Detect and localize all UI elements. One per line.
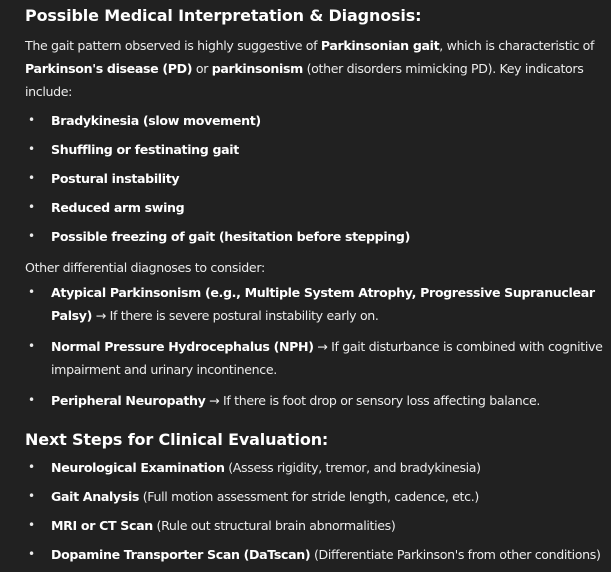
bullet-icon: •	[28, 171, 35, 185]
list-item: • Shuffling or festinating gait	[25, 138, 609, 161]
differential-list	[25, 281, 609, 412]
bullet-icon: •	[28, 547, 35, 561]
list-item: • Possible freezing of gait (hesitation before stepping)	[25, 225, 609, 248]
bullet-icon: •	[28, 200, 35, 214]
chat-response	[25, 6, 609, 572]
bullet-icon: •	[28, 285, 35, 299]
list-item: • MRI or CT Scan (Rule out structural brain abnormalities)	[25, 514, 609, 537]
list-item: • Peripheral Neuropathy → If there is foot drop or sensory loss affecting balance.	[25, 389, 609, 412]
section-heading-next-steps: Next Steps for Clinical Evaluation:	[25, 430, 329, 449]
section-heading-diagnosis: Possible Medical Interpretation & Diagnosis:	[25, 6, 422, 25]
bullet-icon: •	[28, 113, 35, 127]
list-item: • Gait Analysis (Full motion assessment for stride length, cadence, etc.)	[25, 485, 609, 508]
bullet-icon: •	[28, 339, 35, 353]
bold-term: Parkinsonian gait	[320, 38, 440, 53]
differential-intro: Other differential diagnoses to consider:	[25, 260, 265, 275]
bold-term: parkinsonism	[211, 61, 303, 76]
bullet-icon: •	[28, 229, 35, 243]
indicator-list	[25, 109, 609, 248]
bullet-icon: •	[28, 142, 35, 156]
list-item: • Reduced arm swing	[25, 196, 609, 219]
bullet-icon: •	[28, 393, 35, 407]
list-item: • Normal Pressure Hydrocephalus (NPH) → If gait disturbance is combined with cognitive impairment and urinary incontinence.	[25, 335, 609, 381]
bullet-icon: •	[28, 460, 35, 474]
list-item: • Bradykinesia (slow movement)	[25, 109, 609, 132]
list-item: • Neurological Examination (Assess rigidity, tremor, and bradykinesia)	[25, 456, 609, 479]
next-steps-list	[25, 456, 609, 566]
bold-term: Parkinson's disease (PD)	[25, 61, 193, 76]
list-item: • Postural instability	[25, 167, 609, 190]
list-item: • Dopamine Transporter Scan (DaTscan) (Differentiate Parkinson's from other conditions)	[25, 543, 609, 566]
intro-paragraph: The gait pattern observed is highly suggestive of Parkinsonian gait, which is characteristic of Parkinson's disease (PD) or parkinsonism (other disorders mimicking PD). Key indicators include:	[25, 38, 595, 99]
bullet-icon: •	[28, 489, 35, 503]
bullet-icon: •	[28, 518, 35, 532]
list-item: • Atypical Parkinsonism (e.g., Multiple System Atrophy, Progressive Supranuclear Palsy) → If there is severe postural instability early on.	[25, 281, 609, 327]
